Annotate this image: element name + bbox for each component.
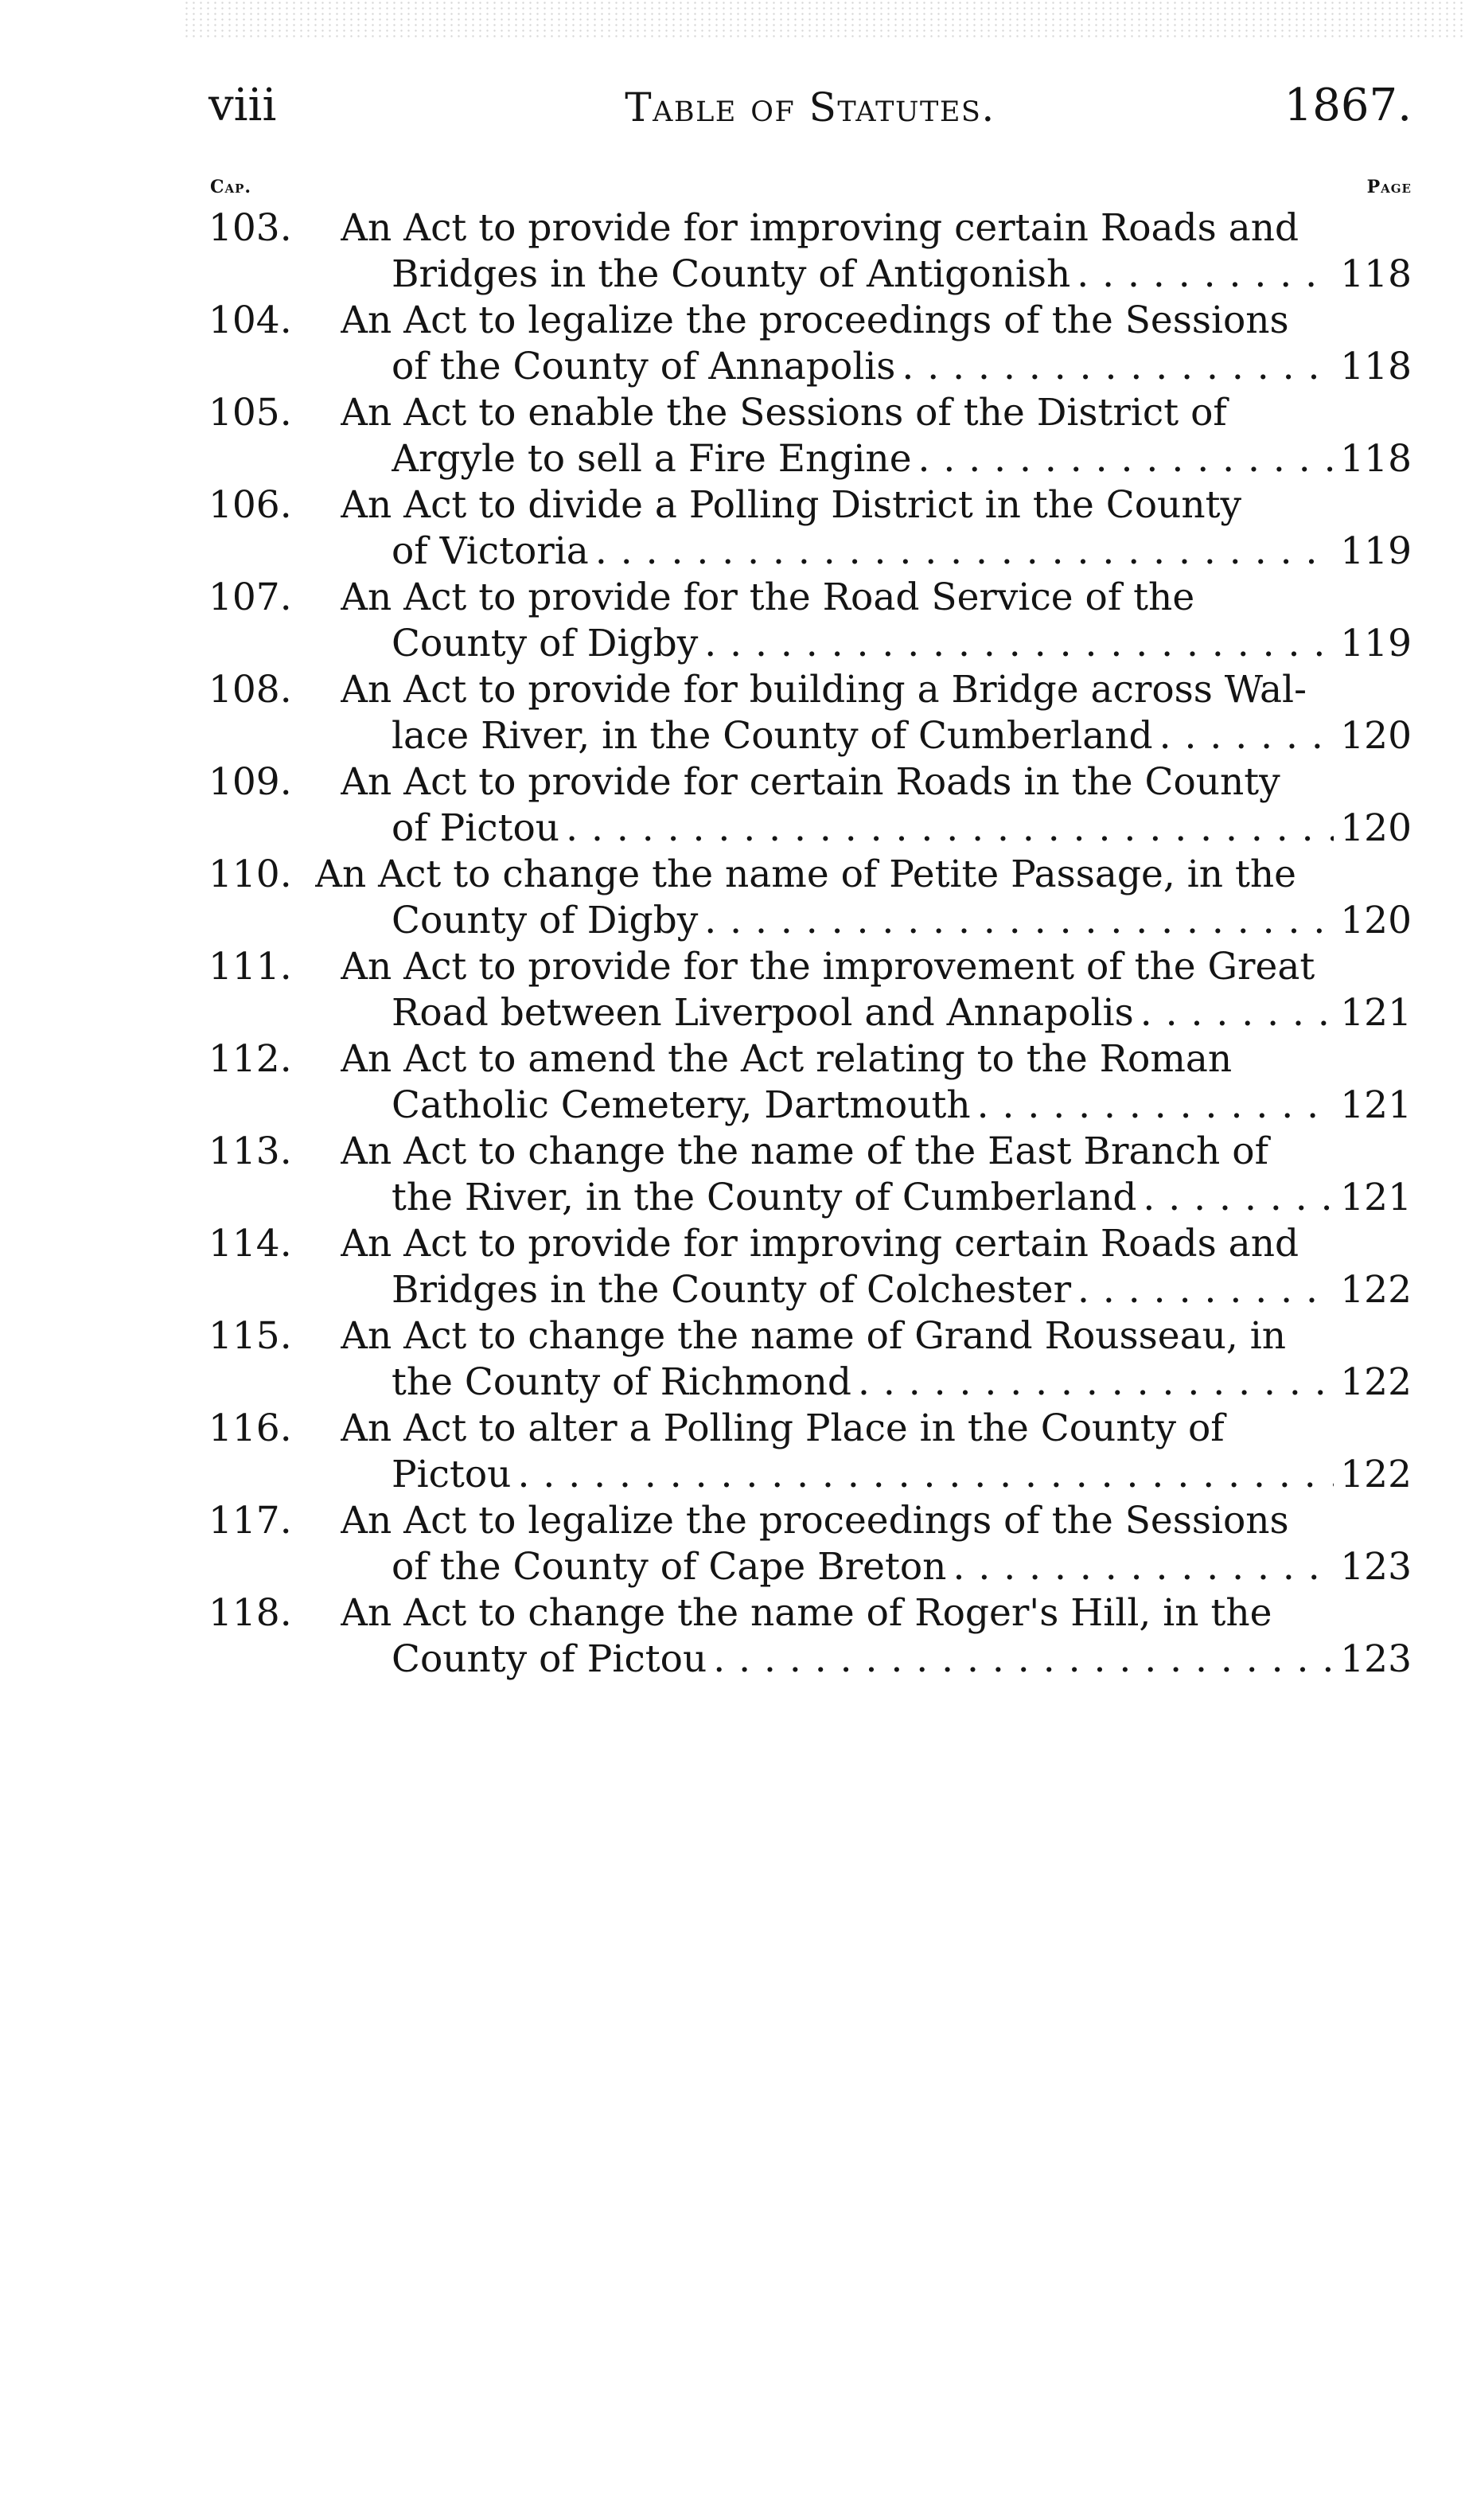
chapter-number: 109. <box>208 760 292 804</box>
page-number: 120 <box>1340 714 1412 758</box>
statute-title-line: An Act to provide for building a Bridge across Wal- <box>341 668 1307 712</box>
statute-entry <box>208 575 1412 667</box>
running-title: Table of Statutes. <box>625 84 995 131</box>
chapter-number: 104. <box>208 298 292 342</box>
header-year: 1867. <box>1284 80 1412 131</box>
page-number: 123 <box>1340 1637 1412 1681</box>
statute-title-line: An Act to provide for improving certain Roads and <box>341 1222 1299 1266</box>
statute-entry <box>208 482 1412 575</box>
chapter-number: 118. <box>208 1591 292 1635</box>
chapter-number: 115. <box>208 1314 292 1358</box>
statute-title-continuation: Argyle to sell a Fire Engine . . . <box>392 436 1334 482</box>
chapter-number: 117. <box>208 1499 292 1543</box>
page-number: 118 <box>1340 252 1412 296</box>
statute-title-continuation: Bridges in the County of Colchester . . . <box>392 1267 1334 1313</box>
statute-entry <box>208 298 1412 390</box>
page-number: 121 <box>1340 991 1412 1035</box>
chapter-number: 113. <box>208 1129 292 1173</box>
chapter-number: 106. <box>208 483 292 527</box>
statute-title-continuation: of the County of Cape Breton . . . <box>392 1544 1334 1590</box>
chapter-number: 103. <box>208 206 292 250</box>
chapter-number: 111. <box>208 945 292 989</box>
statute-title-line: An Act to enable the Sessions of the District of <box>341 391 1227 435</box>
scan-speckle <box>183 0 1465 38</box>
page-column-heading: Page <box>1366 177 1412 197</box>
page-number: 121 <box>1340 1176 1412 1219</box>
page-header <box>208 80 1412 143</box>
page-number: 123 <box>1340 1545 1412 1589</box>
statute-title-continuation: Bridges in the County of Antigonish . . . <box>392 252 1334 298</box>
page-number: 122 <box>1340 1360 1412 1404</box>
statute-entry <box>208 759 1412 852</box>
statute-title-line: An Act to legalize the proceedings of the Sessions <box>341 1499 1289 1543</box>
statute-entry <box>208 1129 1412 1221</box>
statute-title-continuation: Pictou . . . <box>392 1452 1334 1498</box>
statute-title-continuation: the County of Richmond . . . <box>392 1359 1334 1406</box>
statute-title-line: An Act to provide for improving certain Roads and <box>341 206 1299 250</box>
page-number: 122 <box>1340 1453 1412 1496</box>
folio-number: viii <box>208 80 277 131</box>
statute-title-line: An Act to provide for the Road Service of the <box>341 575 1195 619</box>
page-number: 119 <box>1340 622 1412 665</box>
chapter-number: 107. <box>208 575 292 619</box>
statute-title-line: An Act to provide for certain Roads in the County <box>341 760 1280 804</box>
chapter-number: 114. <box>208 1222 292 1266</box>
chapter-number: 105. <box>208 391 292 435</box>
statute-title-line: An Act to divide a Polling District in the County <box>341 483 1242 527</box>
page-number: 120 <box>1340 899 1412 942</box>
statute-title-continuation: Road between Liverpool and Annapolis . . . <box>392 990 1334 1036</box>
statute-title-line: An Act to change the name of the East Branch of <box>341 1129 1268 1173</box>
page-number: 119 <box>1340 529 1412 573</box>
statute-entry <box>208 205 1412 298</box>
page-number: 118 <box>1340 345 1412 388</box>
statute-title-continuation: Catholic Cemetery, Dartmouth . . . <box>392 1083 1334 1129</box>
statute-entry <box>208 390 1412 482</box>
cap-column-heading: Cap. <box>210 177 252 197</box>
chapter-number: 108. <box>208 668 292 712</box>
statute-title-line: An Act to legalize the proceedings of the Sessions <box>341 298 1289 342</box>
statute-title-line: An Act to change the name of Grand Rousseau, in <box>341 1314 1287 1358</box>
statute-title-continuation: County of Digby . . . <box>392 621 1334 667</box>
statute-entry <box>208 1313 1412 1406</box>
chapter-number: 110. <box>208 852 292 896</box>
statute-entry <box>208 667 1412 759</box>
page-number: 120 <box>1340 806 1412 850</box>
statute-entry <box>208 1221 1412 1313</box>
statute-title-continuation: County of Digby . . . <box>392 898 1334 944</box>
statute-title-continuation: the River, in the County of Cumberland . . . <box>392 1175 1334 1221</box>
statute-title-line: An Act to provide for the improvement of the Great <box>341 945 1315 989</box>
page-number: 121 <box>1340 1083 1412 1127</box>
statute-entry <box>208 852 1412 944</box>
statute-entry <box>208 1406 1412 1498</box>
chapter-number: 112. <box>208 1037 292 1081</box>
column-headings <box>208 177 1412 201</box>
statute-title-continuation: of the County of Annapolis . . . <box>392 344 1334 390</box>
statute-title-continuation: County of Pictou . . . <box>392 1636 1334 1683</box>
statute-entry <box>208 1498 1412 1590</box>
statute-title-continuation: of Pictou . . . <box>392 806 1334 852</box>
statute-title-continuation: of Victoria . . . <box>392 529 1334 575</box>
chapter-number: 116. <box>208 1406 292 1450</box>
statute-title-continuation: lace River, in the County of Cumberland . . . <box>392 713 1334 759</box>
statute-list <box>208 205 1412 1683</box>
statute-entry <box>208 944 1412 1036</box>
page-number: 118 <box>1340 437 1412 481</box>
statute-title-line: An Act to change the name of Petite Passage, in the <box>315 852 1296 896</box>
statute-title-line: An Act to alter a Polling Place in the County of <box>341 1406 1225 1450</box>
statute-entry <box>208 1036 1412 1129</box>
page-number: 122 <box>1340 1268 1412 1312</box>
statute-entry <box>208 1590 1412 1683</box>
statute-title-line: An Act to amend the Act relating to the Roman <box>341 1037 1233 1081</box>
statute-title-line: An Act to change the name of Roger's Hill, in the <box>341 1591 1272 1635</box>
